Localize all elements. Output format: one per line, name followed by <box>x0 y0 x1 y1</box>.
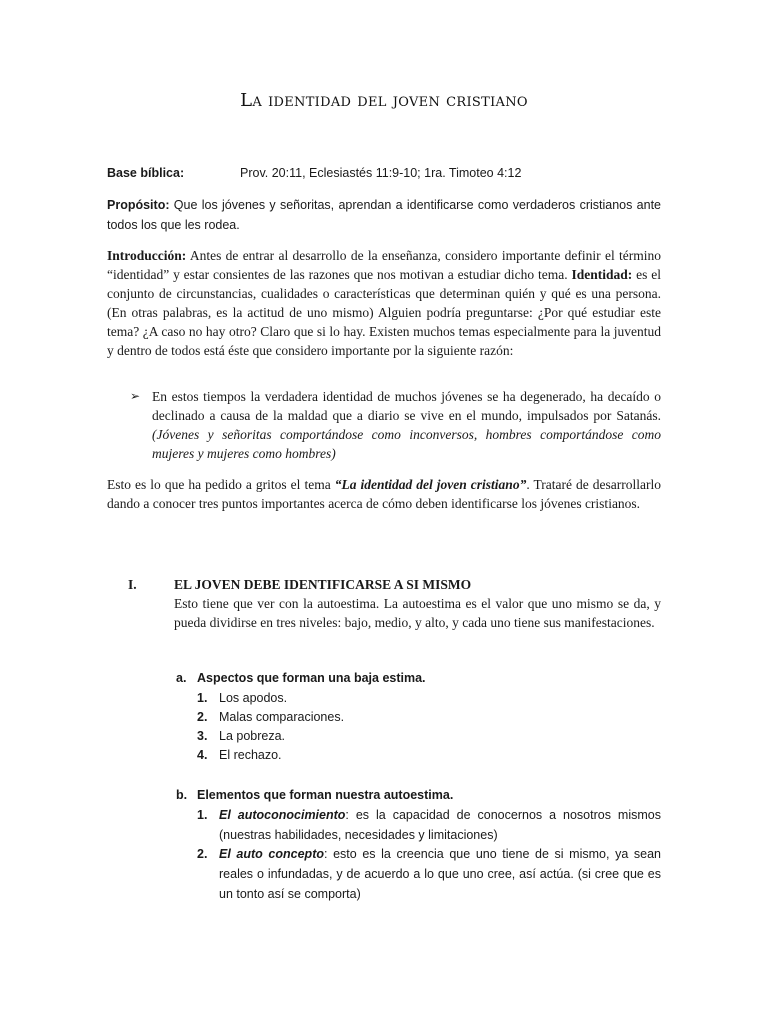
list-item-text <box>219 844 661 904</box>
arrow-bullet-icon: ➢ <box>130 389 141 403</box>
section-1-number: I. <box>128 577 137 592</box>
list-item-number: 2. <box>197 847 208 861</box>
document-title: La identidad del joven cristiano <box>240 90 528 111</box>
list-item-number: 1. <box>197 808 208 822</box>
introduccion-paragraph <box>107 246 661 360</box>
bullet-plain-text: En estos tiempos la verdadera identidad de muchos jóvenes se ha degenerado, ha decaído o declinado a causa de la maldad que a diario se vive en el mundo, impulsados por Satanás. <box>152 389 661 423</box>
subsection-a-heading: Aspectos que forman una baja estima. <box>197 671 426 685</box>
list-item-number: 1. <box>197 691 208 705</box>
identidad-text: es el conjunto de circunstancias, cualidades o características que determinan quién y qué es una persona. (En otras palabras, es la actitud de uno mismo) Alguien podría preguntarse: ¿Por qué estudiar este tema? ¿A caso no hay otro? Claro que si lo hay. Existen muchos temas especialmente para la juventud y dentro de todos está éste que considero importante por la siguiente razón: <box>107 267 661 358</box>
introduccion-label: Introducción: <box>107 248 187 263</box>
base-biblica-row <box>107 163 661 183</box>
subsection-a-letter: a. <box>176 671 187 685</box>
section-1-text: Esto tiene que ver con la autoestima. La autoestima es el valor que uno mismo se da, y pueda dividirse en tres niveles: bajo, medio, y alto, y cada uno tiene sus manifestaciones. <box>174 596 661 630</box>
proposito-paragraph <box>107 195 661 235</box>
conclusion-emphasis: “La identidad del joven cristiano” <box>334 477 527 492</box>
term-auto-concepto: El auto concepto <box>219 847 324 861</box>
term-autoconocimiento-definition: : es la capacidad de conocernos a nosotros mismos (nuestras habilidades, necesidades y limitaciones) <box>219 808 661 842</box>
list-item-number: 2. <box>197 710 208 724</box>
list-item-text: El rechazo. <box>219 748 282 762</box>
conclusion-post: . Trataré de desarrollarlo dando a conocer tres puntos importantes acerca de cómo deben identificarse los jóvenes cristianos. <box>107 477 661 511</box>
introduccion-text: Antes de entrar al desarrollo de la enseñanza, considero importante definir el término “identidad” y estar consientes de las razones que nos motivan a estudiar dicho tema. <box>107 248 661 282</box>
conclusion-paragraph <box>107 475 661 513</box>
subsection-b <box>0 785 768 915</box>
list-item-number: 3. <box>197 729 208 743</box>
conclusion-pre: Esto es lo que ha pedido a gritos el tema <box>107 477 335 492</box>
bullet-italic-text: (Jóvenes y señoritas comportándose como inconversos, hombres comportándose como mujeres y mujeres como hombres) <box>152 427 661 461</box>
list-item-text <box>219 805 661 845</box>
subsection-b-letter: b. <box>176 788 188 802</box>
list-item-number: 4. <box>197 748 208 762</box>
list-item-text: La pobreza. <box>219 729 286 743</box>
identidad-label: Identidad: <box>571 267 633 282</box>
subsection-a <box>0 668 768 768</box>
section-1-body <box>174 575 661 632</box>
bullet-text <box>152 387 661 463</box>
term-auto-concepto-definition: : esto es la creencia que uno tiene de si mismo, ya sean reales o infundadas, y de acuerdo a lo que uno cree, así actúa. (si cree que es un tonto así se comporta) <box>219 847 661 901</box>
base-biblica-value: Prov. 20:11, Eclesiastés 11:9-10; 1ra. Timoteo 4:12 <box>240 166 522 180</box>
proposito-label: Propósito: <box>107 198 170 212</box>
subsection-b-heading: Elementos que forman nuestra autoestima. <box>197 788 454 802</box>
base-biblica-label: Base bíblica: <box>107 166 185 180</box>
list-item-text: Los apodos. <box>219 691 288 705</box>
proposito-text: Que los jóvenes y señoritas, aprendan a identificarse como verdaderos cristianos ante todos los que les rodea. <box>107 198 661 232</box>
list-item-text: Malas comparaciones. <box>219 710 345 724</box>
term-autoconocimiento: El autoconocimiento <box>219 808 346 822</box>
section-1-heading: EL JOVEN DEBE IDENTIFICARSE A SI MISMO <box>174 577 472 592</box>
